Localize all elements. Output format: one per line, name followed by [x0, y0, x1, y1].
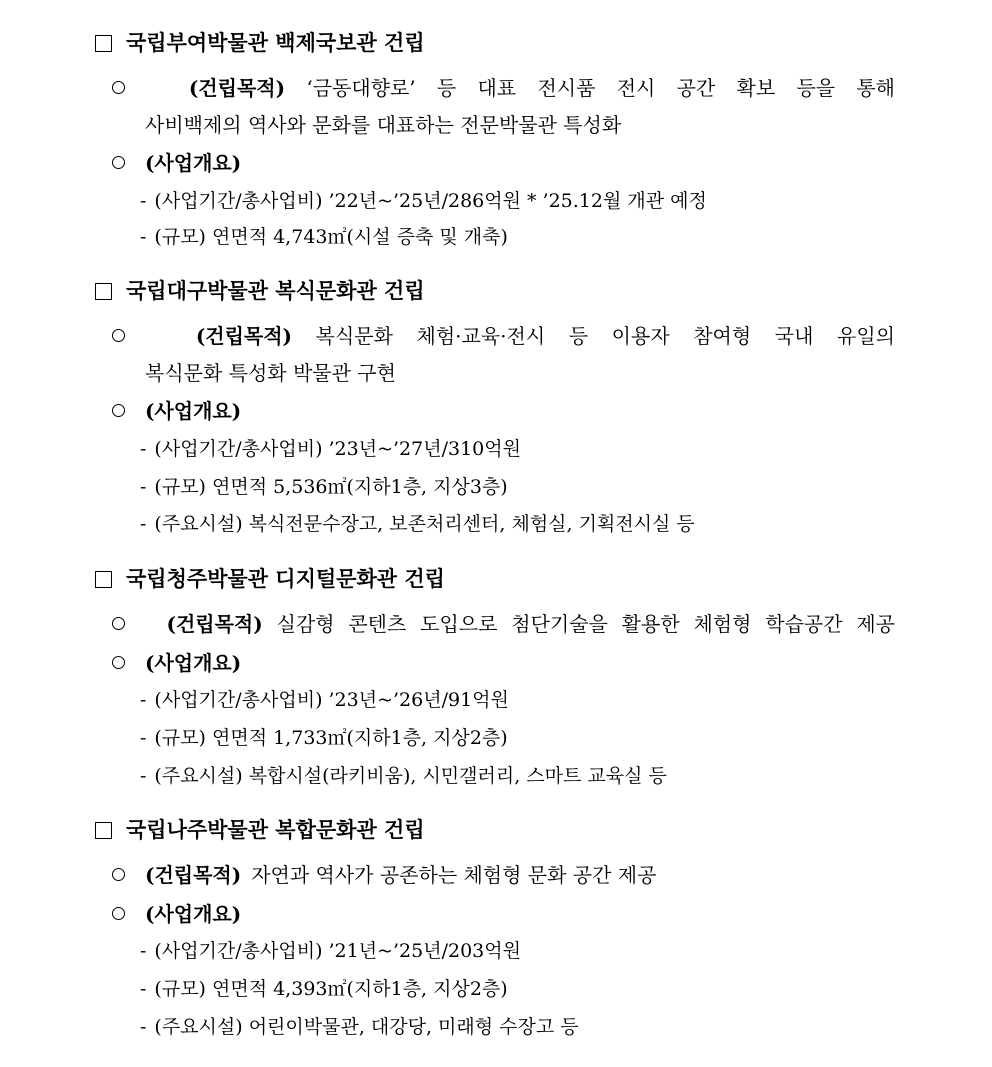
circle-bullet-icon: [112, 868, 125, 881]
detail-item: - (주요시설) 어린이박물관, 대강당, 미래형 수장고 등: [140, 1016, 579, 1038]
detail-item: - (규모) 연면적 4,743㎡(시설 증축 및 개축): [140, 226, 508, 248]
section-heading-buyeo: [95, 26, 425, 60]
purpose-text: 복식문화 체험·교육·전시 등 이용자 참여형 국내 유일의: [315, 324, 896, 348]
purpose-text: ‘금동대향로’ 등 대표 전시품 전시 공간 확보 등을 통해: [306, 76, 896, 100]
square-bullet-icon: [95, 571, 112, 588]
detail-text: (사업기간/총사업비) ’22년~’25년/286억원 * ’25.12월 개관 예정: [154, 190, 707, 212]
detail-item: - (규모) 연면적 1,733㎡(지하1층, 지상2층): [140, 727, 508, 749]
section-heading-cheongju: [95, 562, 445, 596]
detail-text: (사업기간/총사업비) ’23년~’26년/91억원: [154, 689, 509, 711]
circle-bullet-icon: [112, 617, 125, 630]
detail-text: (사업기간/총사업비) ’23년~’27년/310억원: [154, 438, 521, 460]
detail-text: (주요시설) 복식전문수장고, 보존처리센터, 체험실, 기획전시실 등: [154, 513, 695, 535]
overview-heading: [112, 394, 251, 428]
detail-text: (규모) 연면적 4,393㎡(지하1층, 지상2층): [154, 978, 508, 1000]
purpose-text: 실감형 콘텐츠 도입으로 첨단기술을 활용한 체험형 학습공간 제공: [276, 612, 896, 636]
purpose-line: [112, 319, 895, 353]
detail-text: (규모) 연면적 1,733㎡(지하1층, 지상2층): [154, 727, 508, 749]
section-title: 국립나주박물관 복합문화관 건립: [126, 818, 425, 842]
purpose-continuation: 복식문화 특성화 박물관 구현: [145, 361, 396, 385]
detail-text: (규모) 연면적 4,743㎡(시설 증축 및 개축): [154, 226, 508, 248]
overview-label: (사업개요): [145, 651, 242, 675]
section-title: 국립대구박물관 복식문화관 건립: [126, 279, 425, 303]
detail-item: - (사업기간/총사업비) ’21년~’25년/203억원: [140, 940, 521, 962]
section-heading-naju: [95, 813, 425, 847]
purpose-line: [112, 607, 895, 641]
overview-heading: [112, 646, 251, 680]
detail-item: - (사업기간/총사업비) ’23년~’27년/310억원: [140, 438, 521, 460]
detail-item: - (주요시설) 복식전문수장고, 보존처리센터, 체험실, 기획전시실 등: [140, 513, 695, 535]
detail-text: (주요시설) 어린이박물관, 대강당, 미래형 수장고 등: [154, 1016, 579, 1038]
purpose-text: 자연과 역사가 공존하는 체험형 문화 공간 제공: [251, 863, 657, 887]
circle-bullet-icon: [112, 81, 125, 94]
circle-bullet-icon: [112, 404, 125, 417]
circle-bullet-icon: [112, 656, 125, 669]
detail-item: - (사업기간/총사업비) ’23년~’26년/91억원: [140, 689, 509, 711]
detail-text: (규모) 연면적 5,536㎡(지하1층, 지상3층): [154, 476, 508, 498]
purpose-label: (건립목적): [195, 324, 293, 348]
purpose-label: (건립목적): [166, 612, 263, 636]
detail-item: - (규모) 연면적 4,393㎡(지하1층, 지상2층): [140, 978, 508, 1000]
purpose-label: (건립목적): [145, 863, 242, 887]
section-title: 국립청주박물관 디지털문화관 건립: [126, 567, 445, 591]
overview-label: (사업개요): [145, 151, 242, 175]
circle-bullet-icon: [112, 156, 125, 169]
square-bullet-icon: [95, 35, 112, 52]
purpose-line: [112, 71, 895, 105]
overview-label: (사업개요): [145, 902, 242, 926]
overview-heading: [112, 146, 251, 180]
section-heading-daegu: [95, 274, 425, 308]
overview-heading: [112, 897, 251, 931]
detail-text: (사업기간/총사업비) ’21년~’25년/203억원: [154, 940, 521, 962]
circle-bullet-icon: [112, 329, 125, 342]
detail-item: - (규모) 연면적 5,536㎡(지하1층, 지상3층): [140, 476, 508, 498]
detail-item: - (주요시설) 복합시설(라키비움), 시민갤러리, 스마트 교육실 등: [140, 765, 667, 787]
purpose-line: [112, 858, 656, 892]
detail-text: (주요시설) 복합시설(라키비움), 시민갤러리, 스마트 교육실 등: [154, 765, 667, 787]
square-bullet-icon: [95, 283, 112, 300]
section-title: 국립부여박물관 백제국보관 건립: [126, 31, 425, 55]
overview-label: (사업개요): [145, 399, 242, 423]
circle-bullet-icon: [112, 907, 125, 920]
purpose-label: (건립목적): [188, 76, 286, 100]
purpose-continuation: 사비백제의 역사와 문화를 대표하는 전문박물관 특성화: [145, 113, 622, 137]
detail-item: - (사업기간/총사업비) ’22년~’25년/286억원 * ’25.12월 개관 예정: [140, 190, 707, 212]
square-bullet-icon: [95, 822, 112, 839]
